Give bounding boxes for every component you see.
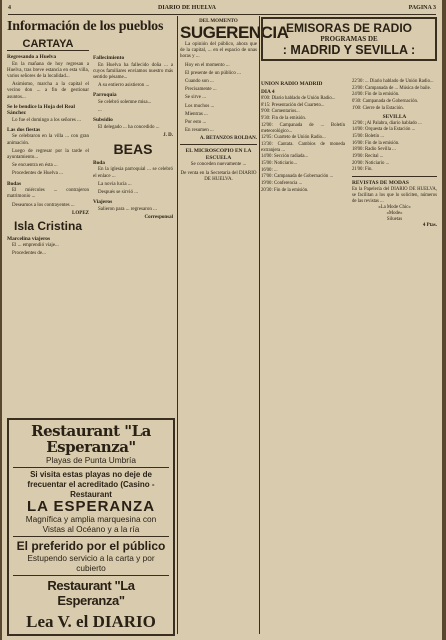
program-item: 16'00: ...: [261, 167, 278, 173]
read-diario-slogan: Lea V. el DIARIO: [26, 612, 156, 631]
paragraph: Se sirve ...: [185, 95, 206, 101]
paragraph: Se conceden nuevamente ...: [190, 162, 247, 168]
paragraph: En la Papelería del DIARIO DE HUELVA, se facilitan a los que lo soliciten, números de las revistas ...: [352, 187, 437, 204]
program-item: 12'00: Campanada de ... Boletín meteorológico...: [261, 122, 345, 134]
cartaya-title: CARTAYA: [7, 38, 89, 51]
paragraph: Deseamos a los contrayentes ...: [12, 202, 75, 208]
program-item: 17'00: Campanada de Gobernación ...: [261, 174, 334, 180]
paragraph: En la iglesia parroquial ... se celebró el enlace ...: [93, 167, 173, 179]
program-item: 0'30: Campanada de Gobernación.: [352, 99, 419, 105]
signature: A. BETANZOS ROLDAN.: [199, 136, 257, 142]
paragraph: Hoy en el momento ...: [185, 62, 230, 68]
program-item: 8'15: Presentación del Cuarteto...: [261, 102, 325, 108]
divider: [352, 176, 437, 177]
ad-restaurant-name: Restaurant "La Esperanza": [31, 422, 151, 456]
program-item: 8'00: Diario hablado de Unión Radio...: [261, 96, 336, 101]
subhead: Regresando a Huelva: [7, 54, 57, 60]
program-item: 14'00: Orquesta de la Estación ...: [352, 127, 416, 133]
paragraph: Luego de regresar por la tarde el ayuntamiento...: [7, 148, 89, 161]
paragraph: Lo fue el domingo a los señores ...: [12, 117, 81, 123]
subhead: Parroquia: [93, 92, 117, 99]
ad-restaurant-name: Restaurant "La Esperanza": [47, 578, 135, 608]
program-item: 19'00: Conferencia ...: [261, 181, 303, 187]
paragraph: El miércoles ... contrajeron matrimonio ...: [7, 188, 89, 200]
paragraph: Salieron para ... regresaron ...: [98, 206, 157, 212]
sevilla-programs: [352, 79, 437, 231]
subhead: Fallecimiento: [93, 55, 125, 61]
paper-title: DIARIO DE HUELVA: [158, 5, 217, 11]
cartaya-column: [7, 36, 89, 431]
radio-header-box: [261, 17, 437, 61]
page-number-right: PAGINA 3: [408, 5, 436, 11]
column-rule: [259, 16, 260, 634]
program-item: 24'00: Fin de la emisión.: [352, 92, 400, 98]
program-item: 16'00: Fin de la emisión.: [352, 140, 400, 146]
paragraph: La opinión del público, ahora que de la capital, ... en el espacio de unas horas y ...: [180, 42, 257, 60]
program-item: 20'30: Fin de la emisión.: [261, 187, 309, 193]
paragraph: La novia lucía ...: [98, 181, 132, 187]
ad-line: Magnífica y amplia marquesina con: [25, 514, 157, 524]
page-header: [8, 4, 436, 15]
program-item: 22'30: ... Diario hablado de Unión Radio...: [352, 79, 434, 84]
paragraph: ...: [98, 108, 102, 114]
fallecimiento-column: [93, 52, 173, 412]
union-radio-programs: [261, 79, 345, 195]
subhead: Marcelina viajeros: [7, 235, 51, 242]
paragraph: Se encuentra en ésta ...: [12, 163, 58, 169]
paragraph: Los muchos ...: [185, 103, 215, 109]
paragraph: Mientras ...: [185, 111, 208, 117]
pueblos-header: [7, 17, 174, 37]
subhead: Bodas: [7, 180, 22, 187]
radio-column: [261, 17, 437, 637]
paragraph: Asimismo, marcha a la capital el vecino don ... a fin de gestionar asuntos...: [7, 82, 89, 100]
station-title: UNION RADIO MADRID: [261, 81, 323, 87]
subhead: Boda: [93, 159, 105, 166]
program-item: 15'00: Boletín ...: [352, 133, 384, 139]
paragraph: Se celebraron en la villa ... con gran animación.: [7, 134, 89, 146]
signature: LOPEZ: [72, 210, 89, 216]
subhead: Las dos fiestas: [7, 126, 41, 133]
price: 4 Ptas.: [422, 223, 437, 229]
program-item: 12'00: ¡Al Palabra, diario hablado ...: [352, 120, 422, 126]
paragraph: Procedentes de Huelva ...: [12, 171, 63, 177]
program-item: 13'30: Cantata. Cambios de moneda extranjera ...: [261, 141, 345, 153]
newspaper-page: [2, 0, 442, 640]
subhead: Viajeros: [93, 199, 113, 206]
paragraph: Por esto ...: [185, 120, 207, 126]
ad-line: Si visita estas playas no deje de frecuentar el acreditado (Casino - Restaurant: [27, 470, 155, 499]
program-item: 12'05: Cuarteto de Unión Radio...: [261, 135, 326, 141]
divider: [13, 575, 169, 576]
isla-cristina-title: Isla Cristina: [13, 218, 83, 233]
signature: J. D.: [163, 132, 173, 138]
subhead: Se le bendice la Hoja del Real Sánchez: [7, 103, 75, 117]
ad-line: Vistas al Océano y a la ría: [42, 524, 140, 534]
program-item: 9'30: Fin de la emisión.: [261, 116, 306, 122]
ad-line: Estupendo servicio a la carta y por cubierto: [27, 553, 155, 573]
page-number-left: 4: [8, 5, 11, 11]
article-title: SUGERENCIA: [180, 23, 289, 42]
radio-subtitle: PROGRAMAS DE: [320, 35, 378, 43]
paragraph: Se celebró solemne misa...: [98, 99, 152, 105]
radio-title: EMISORAS DE RADIO: [285, 21, 412, 35]
paragraph: En la mañana de hoy regresan a Huelva, tras breve estancia en esta villa, varios señores de la localidad...: [7, 61, 89, 79]
program-item: 18'00: Radio Sevilla ...: [352, 147, 396, 153]
beas-title: BEAS: [113, 140, 153, 157]
paragraph: Precisamente ...: [185, 87, 217, 93]
divider: [180, 144, 257, 145]
paragraph: Procedentes de...: [12, 251, 46, 257]
program-item: 9'00: Comentarios...: [261, 109, 300, 115]
program-day: DIA 4: [261, 89, 275, 95]
restaurant-advertisement: [7, 418, 175, 636]
paragraph: De venta en la Secretaría del DIARIO DE HUELVA.: [180, 170, 257, 182]
program-list: [261, 96, 345, 194]
revistas-title: REVISTAS DE MODAS: [352, 180, 409, 187]
signature: Corresponsal: [144, 214, 173, 220]
paragraph: En resumen ...: [185, 128, 214, 134]
magazine-list: «La Mode Chic» «Mode» Siluetas: [378, 205, 411, 222]
paragraph: Después se sirvió ...: [98, 190, 138, 196]
ad-line: Playas de Punta Umbría: [46, 455, 136, 465]
divider: [13, 467, 169, 468]
paragraph: El ... emprendió viaje...: [12, 243, 59, 249]
kicker: DEL MOMENTO: [199, 19, 238, 24]
paragraph: A su entierro asistieron ...: [98, 83, 150, 89]
program-item: 19'00: Recital ...: [352, 154, 384, 160]
section-title: Información de los pueblos: [7, 19, 164, 34]
column-rule: [177, 16, 178, 634]
paragraph: El presente de un público ...: [185, 70, 241, 76]
radio-cities: : MADRID Y SEVILLA :: [282, 43, 416, 57]
paragraph: Cuando son ...: [185, 79, 214, 85]
paragraph: El delegado ... ha concedido ...: [98, 124, 160, 130]
paragraph: En Huelva ha fallecido doña ... a cuyos familiares enviamos nuestro más sentido pésame...: [93, 62, 173, 80]
program-list: [352, 79, 437, 112]
ad-slogan: El preferido por el público: [16, 539, 166, 553]
program-list: [352, 121, 437, 174]
subhead: EL MICROSCOPIO EN LA ESCUELA: [185, 148, 252, 161]
subhead: Subsidio: [93, 117, 113, 124]
ad-restaurant-name: LA ESPERANZA: [26, 498, 156, 515]
program-item: 14'00: Sección radiada...: [261, 154, 309, 160]
program-item: 21'00: Fin.: [352, 167, 373, 173]
station-title: SEVILLA: [382, 113, 407, 120]
program-item: 20'00: Noticiario ...: [352, 160, 390, 166]
program-item: 15'00: Noticiario...: [261, 161, 298, 167]
program-item: 23'00: Campanada de ... Música de baile.: [352, 85, 431, 91]
divider: [13, 536, 169, 537]
program-item: 1'00: Cierre de la Estación.: [352, 105, 404, 111]
